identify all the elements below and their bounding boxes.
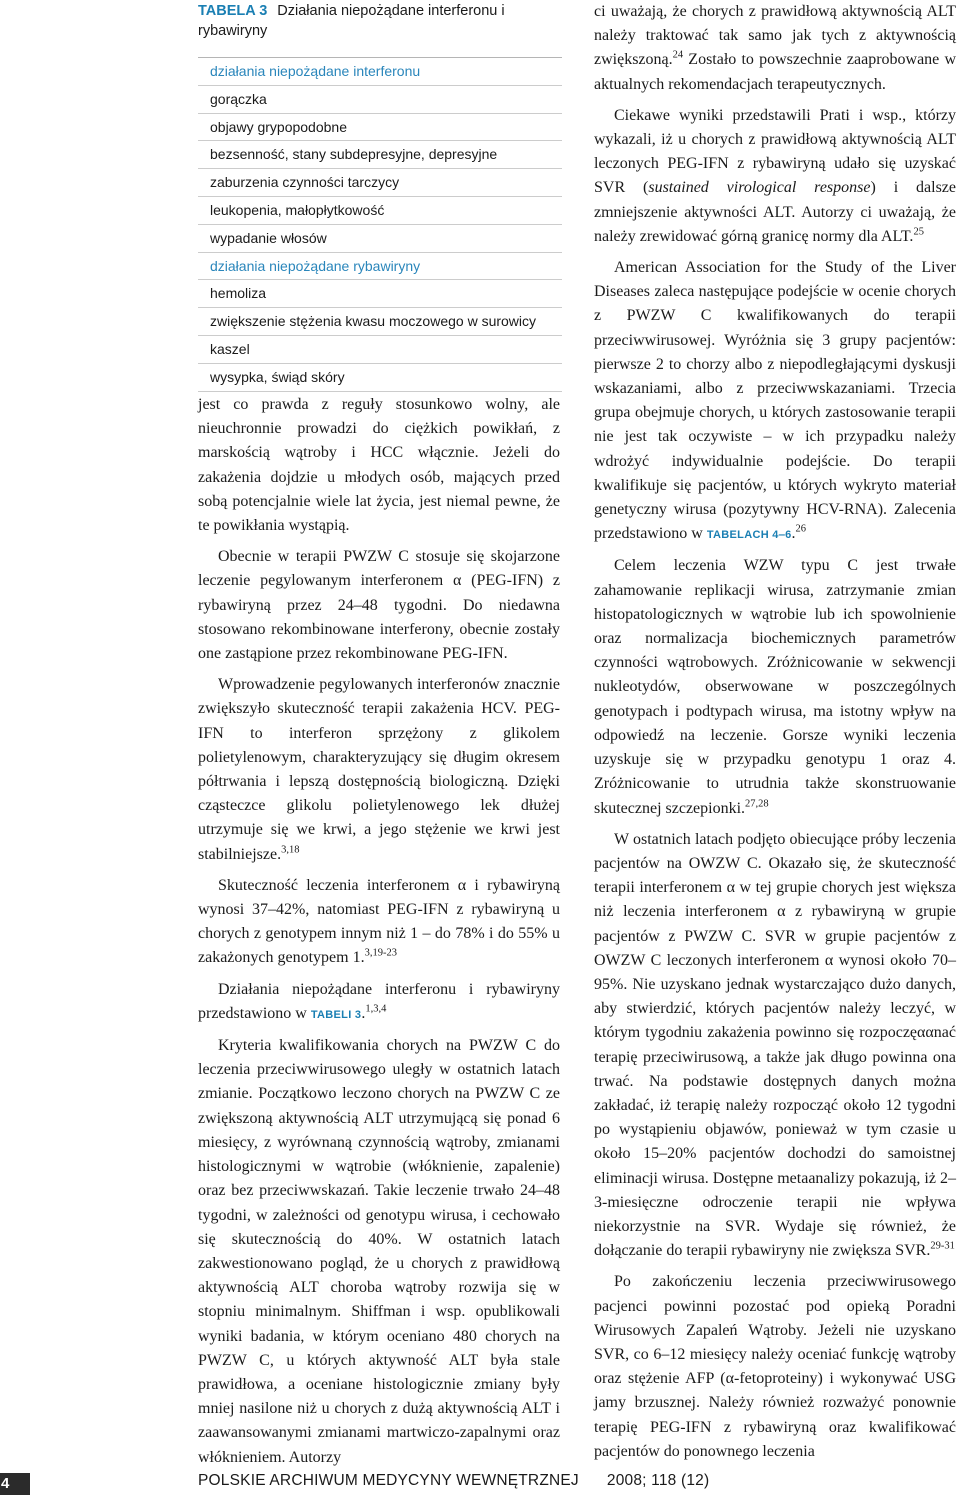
paragraph: Celem leczenia WZW typu C jest trwałe zahamowanie replikacji wirusa, zatrzymanie zmian histopatologicznych w wątrobie lub ich spowolnienie oraz normalizacja biochemicznych parametrów czynności wątrobowych. Zróżnicowanie w sekwencji nukleotydów, obserwowane w poszczególnych genotypach i podtypach wirusa, ma istotny wpływ na odpowiedź na leczenie. Gorsze wyniki leczenia uzyskuje się w przypadku genotypu 1 oraz 4. Zróżnicowanie to utrudnia także skonstruowanie skutecznej szczepionki.$^{27,28}$ — [594, 557, 956, 817]
paragraph: Wprowadzenie pegylowanych interferonów znacznie zwiększyło skuteczność terapii zakażenia HCV. PEG-IFN to interferon sprzężony z glikolem polietylenowym, charakteryzujący się długim okresem półtrwania i lepszą dostępnością biologiczną. Dzięki cząsteczce glikolu polietylenowego lek dłużej utrzymuje się we krwi, a jego stężenie we krwi jest stabilniejsze.$^{3,18}$ — [198, 676, 560, 863]
citation: 3,19-23 — [364, 948, 397, 960]
table-row: zwiększenie stężenia kwasu moczowego w surowicy — [198, 308, 562, 336]
table-caption — [198, 1, 562, 41]
table-title: Działania niepożądane interferonu i rybawiryny — [198, 3, 505, 39]
citation: 29-31 — [930, 1240, 955, 1252]
table-label: TABELA 3 — [198, 3, 268, 19]
table-3 — [198, 0, 562, 392]
table-reference-link[interactable]: TABELI 3 — [310, 1008, 362, 1021]
paragraph: jest co prawda z reguły stosunkowo wolny, ale nieuchronnie prowadzi do ciężkich powikłań, z marskością wątroby i HCC włącznie. Jeżeli do zakażenia dojdzie u młodych osób, mających przed sobą potencjalnie wiele lat życia, jest niemal pewne, że te powikłania wystąpią. — [198, 396, 560, 535]
paragraph: Skuteczność leczenia interferonem α i rybawiryną wynosi 37‒42%, natomiast PEG-IFN z rybawiryną u chorych z genotypem innym niż 1 ‒ do 78% i do 55% u zakażonych genotypem 1.$^{3,19-23}$ — [198, 876, 560, 967]
paragraph: W ostatnich latach podjęto obiecujące próby leczenia pacjentów na OWZW C. Okazało się, że skuteczność terapii interferonem α w tej grupie chorych jest większa niż leczenia interferonem α z rybawiryną w grupie pacjentów z PWZW C. SVR w grupie pacjentów z OWZW C leczonych interferonem α wynosi około 70‒95%. Nie uzyskano jednak wystarczająco dużo danych, aby stwierdzić, których pacjentów należy leczyć, w którym tygodniu zakażenia powinno się rozpoczęααnać terapię przeciwirusową, a także jak długo powinna ona trwać. Na podstawie dostępnych danych można zakładać, iż terapię należy rozpocząć około 12 tygodni po wystąpieniu objawów, ponieważ w tym czasie u około 15‒20% pacjentów dochodzi do samoistnej eliminacji wirusa. Dostępne metaanalizy pokazują, iż 2‒3-miesięczne odroczenie terapii nie wpływa niekorzystnie na SVR. Wydaje się również, że dołączanie do terapii rybawiryny nie zwiększa SVR.$^{29-31}$ — [594, 830, 956, 1260]
table-row: gorączka — [198, 86, 562, 114]
paragraph: Działania niepożądane interferonu i rybawiryny przedstawiono w TABELI 3.$^{1,3,4}$ — [198, 980, 560, 1022]
table-row: bezsenność, stany subdepresyjne, depresyjne — [198, 141, 562, 169]
paragraph: American Association for the Study of the Liver Diseases zaleca następujące podejście w ocenie chorych z PWZW C kwalifikowanych do terapii przeciwwirusowej. Wyróżnia się 3 grupy pacjentów: pierwsze 2 to chorzy albo z niepodległającymi dyskusji wskazaniami, albo z przeciwwskazaniami. Trzecia grupa obejmuje chorych, u których zastosowanie terapii nie jest tak oczywiste ‒ w ich przypadku należy wdrożyć indywidualnie podejście. Do terapii kwalifikuje się pacjentów, u których wykryto materiał genetyczny wirusa (pozytywny HCV-RNA). Zalecenia przedstawiono w TABELACH 4‒6.26 — [594, 259, 956, 543]
table-row: kaszel — [198, 336, 562, 364]
table-row: wypadanie włosów — [198, 225, 562, 253]
table-row: leukopenia, małopłytkowość — [198, 197, 562, 225]
table-section-header: działania niepożądane interferonu — [198, 58, 562, 86]
paragraph: Ciekawe wyniki przedstawili Prati i wsp., którzy wykazali, iż u chorych z prawidłową aktywnością ALT leczonych PEG-IFN z rybawiryną udało się uzyskać SVR (sustained virological response) i dalsze zmniejszenie aktywności ALT. Autorzy ci uważają, że należy zrewidować górną granicę normy dla ALT.$^{25}$ — [594, 106, 957, 245]
citation: 27,28 — [745, 798, 769, 810]
paragraph: ci uważają, że chorych z prawidłową aktywnością ALT należy traktować tak samo jak tych z aktywnością zwiększoną.$^{24}$ Zostało to powszechnie zaaprobowane w aktualnych rekomendacjach terapeutycznych. — [594, 3, 956, 93]
page-number: 4 — [0, 1473, 30, 1495]
table-row: zaburzenia czynności tarczycy — [198, 169, 562, 197]
table-row: hemoliza — [198, 280, 562, 308]
emphasis: sustained virological response — [648, 179, 871, 197]
journal-name: POLSKIE ARCHIWUM MEDYCYNY WEWNĘTRZNEJ — [198, 1472, 579, 1489]
table-section-header: działania niepożądane rybawiryny — [198, 253, 562, 281]
citation: 25 — [913, 226, 924, 238]
paragraph: Kryteria kwalifikowania chorych na PWZW C do leczenia przeciwwirusowego uległy w ostatnich latach zmianie. Początkowo leczono chorych na PWZW C ze zwiększoną aktywnością ALT utrzymującą się ponad 6 miesięcy, z wyrównaną czynnością wątroby, zmianami histologicznymi w wątrobie (włóknienie, zapalenie) oraz bez przeciwwskazań. Takie leczenie trwało 24‒48 tygodni, w zależności od genotypu wirusa, i cechowało się skutecznością do 40%. W ostatnich latach zakwestionowano pogląd, że u chorych z prawidłową aktywnością ALT choroba wątroby rozwija się w stopniu minimalnym. Shiffman i wsp. opublikowali wyniki badania, w którym oceniano 480 chorych na PWZW C, u których aktywność ALT była stale prawidłowa, a oceniane histologicznie zmiany były mniej nasilone niż u chorych z dużą aktywnością ALT i zaawansowanymi zmianami martwiczo-zapalnymi oraz włóknieniem. Autorzy — [198, 1037, 560, 1466]
table-body — [198, 57, 562, 392]
left-column — [198, 393, 560, 1470]
running-footer — [198, 1472, 709, 1490]
right-column — [594, 0, 956, 1464]
paragraph: Obecnie w terapii PWZW C stosuje się skojarzone leczenie pegylowanym interferonem α (PEG-IFN) z rybawiryną przez 24‒48 tygodni. Do niedawna stosowano rekombinowane interferony, obecnie zostały one zastąpione przez rekombinowane PEG-IFN. — [198, 548, 560, 663]
table-row: wysypka, świąd skóry — [198, 364, 562, 392]
citation: 3,18 — [281, 844, 300, 856]
table-reference-link[interactable]: TABELACH 4‒6 — [706, 529, 792, 542]
citation: 1,3,4 — [365, 1003, 387, 1015]
table-row: objawy grypopodobne — [198, 114, 562, 142]
citation: 24 — [672, 50, 684, 62]
paragraph: Po zakończeniu leczenia przeciwwirusowego pacjenci powinni pozostać pod opieką Poradni Wirusowych Zapaleń Wątroby. Jeżeli nie uzyskano SVR, co 6‒12 miesięcy należy oceniać funkcję wątroby oraz stężenie AFP (α-fetoproteiny) i wykonywać USG jamy brzusznej. Należy również rozważyć ponownie terapię PEG-IFN z rybawiryną oraz kwalifikować pacjentów do ponownego leczenia — [594, 1273, 956, 1460]
citation: 26 — [795, 523, 807, 535]
journal-issue: 2008; 118 (12) — [606, 1472, 710, 1489]
